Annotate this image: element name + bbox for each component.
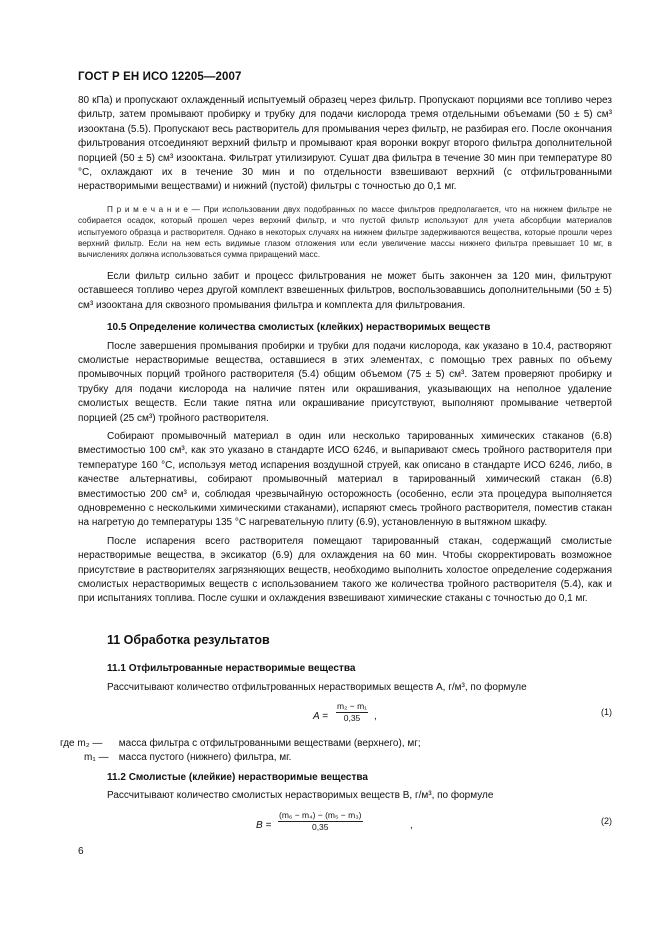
page-number: 6 xyxy=(78,846,84,857)
section-heading-10-5: 10.5 Определение количества смолистых (клейких) нерастворимых веществ xyxy=(107,322,491,334)
where-text-m2: масса фильтра с отфильтрованными веществами (верхнего), мг; xyxy=(118,738,421,750)
formula-2 xyxy=(78,810,612,844)
formula-1-punct: , xyxy=(374,711,377,723)
section-heading-11-1: 11.1 Отфильтрованные нерастворимые вещества xyxy=(107,663,356,675)
formula-2-intro: Рассчитывают количество смолистых нерастворимых веществ B, г/м³, по формуле xyxy=(107,790,494,802)
formula-2-denominator: 0,35 xyxy=(311,821,329,832)
paragraph-collect-wash: Собирают промывочный материал в один или несколько тарированных химических стаканов (6.8) вместимостью 100 см³, как это указано в стандарте ИСО 6246, и выпаривают смесь тройного растворителя при температуре 160 °С, используя метод испарения воздушной струей, как описано в стандарте ИСО 6246, либо, в качестве альтернативы, собирают промывочный материал в тарированный химический стакан (6.8) вместимостью 200 см³ и, соблюдая чрезвычайную осторожность (особенно, если эта процедура выполняется одновременно с несколькими химическими стаканами), испаряют смесь тройного растворителя, поместив стакан на нагретую до температуры 135 °С нагревательную плиту (6.9), установленную в вытяжном шкафу. xyxy=(78,430,612,529)
section-heading-11-2: 11.2 Смолистые (клейкие) нерастворимые вещества xyxy=(107,772,368,784)
formula-2-numerator: (m₆ − m₄) − (m₅ − m₃) xyxy=(279,809,362,820)
formula-1 xyxy=(78,701,612,735)
where-row-m2 xyxy=(60,737,421,751)
paragraph-evaporation: После испарения всего растворителя помещают тарированный стакан, содержащий смолистые нерастворимые вещества, в эксикатор (6.9) для охлаждения на 60 мин. Чтобы скорректировать возможное присутствие в растворителях загрязняющих веществ, необходимо выполнить холостое определение содержания смолистых нерастворимых веществ с использованием такого же количества тройного растворителя (5.4), как и при испытаниях топлива. После сушки и охлаждения взвешивают химические стаканы с точностью до 0,1 мг. xyxy=(78,535,612,605)
where-symbol-m2: где m₂ — xyxy=(60,738,103,750)
formula-1-fraction xyxy=(336,701,368,724)
formula-2-punct: , xyxy=(410,819,413,831)
paragraph-continuation: 80 кПа) и пропускают охлажденный испытуемый образец через фильтр. Пропускают порциями все топливо через фильтр, затем промывают пробирку и трубку для подачи кислорода тремя отдельными объемами (50 ± 5) см³ изооктана (5.5). Пропускают весь растворитель для промывания через фильтр, не разбирая его. После окончания фильтрования отсоединяют верхний фильтр и промывают края воронки вокруг второго фильтра дополнительной порцией (50 ± 5) см³ изооктана. Фильтрат утилизируют. Сушат два фильтра в течение 30 мин при температуре 80 °С, охлаждают их в течение 30 мин и по отдельности взвешивают верхний (с отфильтрованными нерастворимыми веществами) и нижний (пустой) фильтры с точностью до 0,1 мг. xyxy=(78,95,612,193)
formula-1-numerator: m₂ − m₁ xyxy=(337,701,368,712)
formula-2-lhs: B = xyxy=(256,819,272,831)
formula-1-denominator: 0,35 xyxy=(343,713,361,724)
where-symbol-m1: m₁ — xyxy=(84,752,109,764)
formula-2-fraction xyxy=(278,810,363,833)
formula-2-number: (2) xyxy=(601,815,612,826)
where-block xyxy=(60,737,612,767)
formula-1-intro: Рассчитывают количество отфильтрованных нерастворимых веществ A, г/м³, по формуле xyxy=(107,681,527,693)
where-text-m1: масса пустого (нижнего) фильтра, мг. xyxy=(118,752,292,764)
note-paragraph: П р и м е ч а н и е — При использовании двух подобранных по массе фильтров предполагается, что на нижнем фильтре не собирается осадок, который прошел через верхний фильтр, и что пустой фильтр используют для учета абсорбции материалов испытуемого образца и растворителя. Однако в некоторых случаях на нижнем фильтре задерживаются вещества, которые прошли через верхний фильтр. Если на нем есть видимые глазом отложения или если увеличение массы нижнего фильтра превышает 10 мг, в вычислениях должна использоваться сумма приращений масс. xyxy=(78,204,612,260)
document-body xyxy=(60,94,612,844)
formula-1-lhs: A = xyxy=(313,711,328,723)
formula-1-number: (1) xyxy=(601,707,612,718)
paragraph-dissolve-gums: После завершения промывания пробирки и трубки для подачи кислорода, как указано в 10.4, растворяют смолистые нерастворимые вещества, оставшиеся в этих элементах, с помощью трех равных по объему промывочных порций тройного растворителя (5.4) общим объемом (75 ± 5) см³. Затем проверяют пробирку и трубку для подачи кислорода на наличие пятен или окрашивания, указывающих на неполное удаление смолистых веществ. Если такие пятна или окрашивание присутствуют, выполняют промывание четвертой порцией (25 см³) тройного растворителя. xyxy=(78,340,612,424)
where-row-m1 xyxy=(84,751,291,765)
section-heading-11: 11 Обработка результатов xyxy=(107,632,270,647)
document-header: ГОСТ Р ЕН ИСО 12205—2007 xyxy=(78,71,242,83)
paragraph-clogged-filter: Если фильтр сильно забит и процесс фильтрования не может быть закончен за 120 мин, фильтруют оставшееся топливо через другой комплект взвешенных фильтров, воспользовавшись дополнительными (50 ± 5) см³ изооктана для сквозного промывания фильтра и комплекта для фильтрования. xyxy=(78,270,612,311)
